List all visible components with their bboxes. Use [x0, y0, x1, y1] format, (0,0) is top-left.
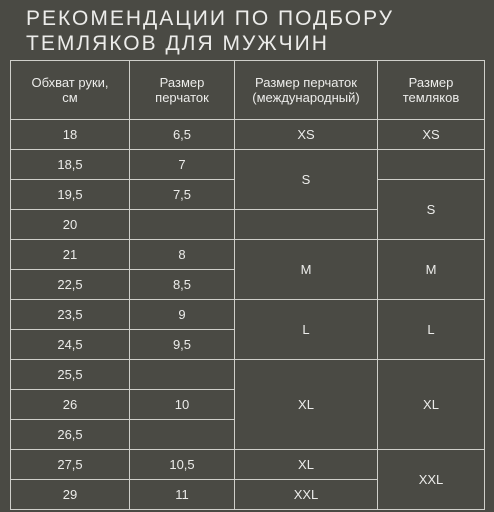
glove-size-cell: 8 — [130, 240, 235, 270]
header-row — [11, 61, 485, 120]
hand-girth-cell: 20 — [11, 210, 130, 240]
table-row — [11, 240, 485, 270]
strap-size-cell: S — [378, 180, 485, 240]
glove-size-cell — [130, 420, 235, 450]
title-line-1: РЕКОМЕНДАЦИИ ПО ПОДБОРУ — [26, 7, 395, 30]
glove-size-cell — [130, 210, 235, 240]
hand-girth-cell: 21 — [11, 240, 130, 270]
intl-size-cell: S — [235, 150, 378, 210]
intl-size-cell: XL — [235, 360, 378, 450]
hand-girth-cell: 26 — [11, 390, 130, 420]
glove-size-cell: 9 — [130, 300, 235, 330]
hand-girth-cell: 22,5 — [11, 270, 130, 300]
table-row — [11, 300, 485, 330]
hand-girth-cell: 23,5 — [11, 300, 130, 330]
strap-size-cell: M — [378, 240, 485, 300]
size-table — [10, 60, 485, 510]
header-hand-girth: Обхват руки, см — [11, 61, 130, 120]
strap-size-cell: L — [378, 300, 485, 360]
glove-size-cell — [130, 360, 235, 390]
strap-size-cell: XXL — [378, 450, 485, 510]
table-row — [11, 360, 485, 390]
header-strap-size: Размер темляков — [378, 61, 485, 120]
glove-size-cell: 11 — [130, 480, 235, 510]
intl-size-cell: XL — [235, 450, 378, 480]
table-row — [11, 150, 485, 180]
intl-size-cell-empty — [235, 210, 378, 240]
glove-size-cell: 8,5 — [130, 270, 235, 300]
glove-size-cell: 6,5 — [130, 120, 235, 150]
glove-size-cell: 10 — [130, 390, 235, 420]
hand-girth-cell: 19,5 — [11, 180, 130, 210]
hand-girth-cell: 18,5 — [11, 150, 130, 180]
title-line-2: ТЕМЛЯКОВ ДЛЯ МУЖЧИН — [26, 32, 329, 55]
header-intl-size: Размер перчаток (международный) — [235, 61, 378, 120]
intl-size-cell: L — [235, 300, 378, 360]
glove-size-cell: 7 — [130, 150, 235, 180]
table-row — [11, 450, 485, 480]
hand-girth-cell: 18 — [11, 120, 130, 150]
strap-size-cell: XS — [378, 120, 485, 150]
glove-size-cell: 7,5 — [130, 180, 235, 210]
intl-size-cell: XXL — [235, 480, 378, 510]
hand-girth-cell: 27,5 — [11, 450, 130, 480]
table-row — [11, 120, 485, 150]
hand-girth-cell: 25,5 — [11, 360, 130, 390]
intl-size-cell: XS — [235, 120, 378, 150]
glove-size-cell: 10,5 — [130, 450, 235, 480]
strap-size-cell: XL — [378, 360, 485, 450]
hand-girth-cell: 29 — [11, 480, 130, 510]
hand-girth-cell: 26,5 — [11, 420, 130, 450]
hand-girth-cell: 24,5 — [11, 330, 130, 360]
intl-size-cell: M — [235, 240, 378, 300]
header-glove-size: Размер перчаток — [130, 61, 235, 120]
page-title — [26, 6, 394, 56]
glove-size-cell: 9,5 — [130, 330, 235, 360]
strap-size-cell-empty — [378, 150, 485, 180]
